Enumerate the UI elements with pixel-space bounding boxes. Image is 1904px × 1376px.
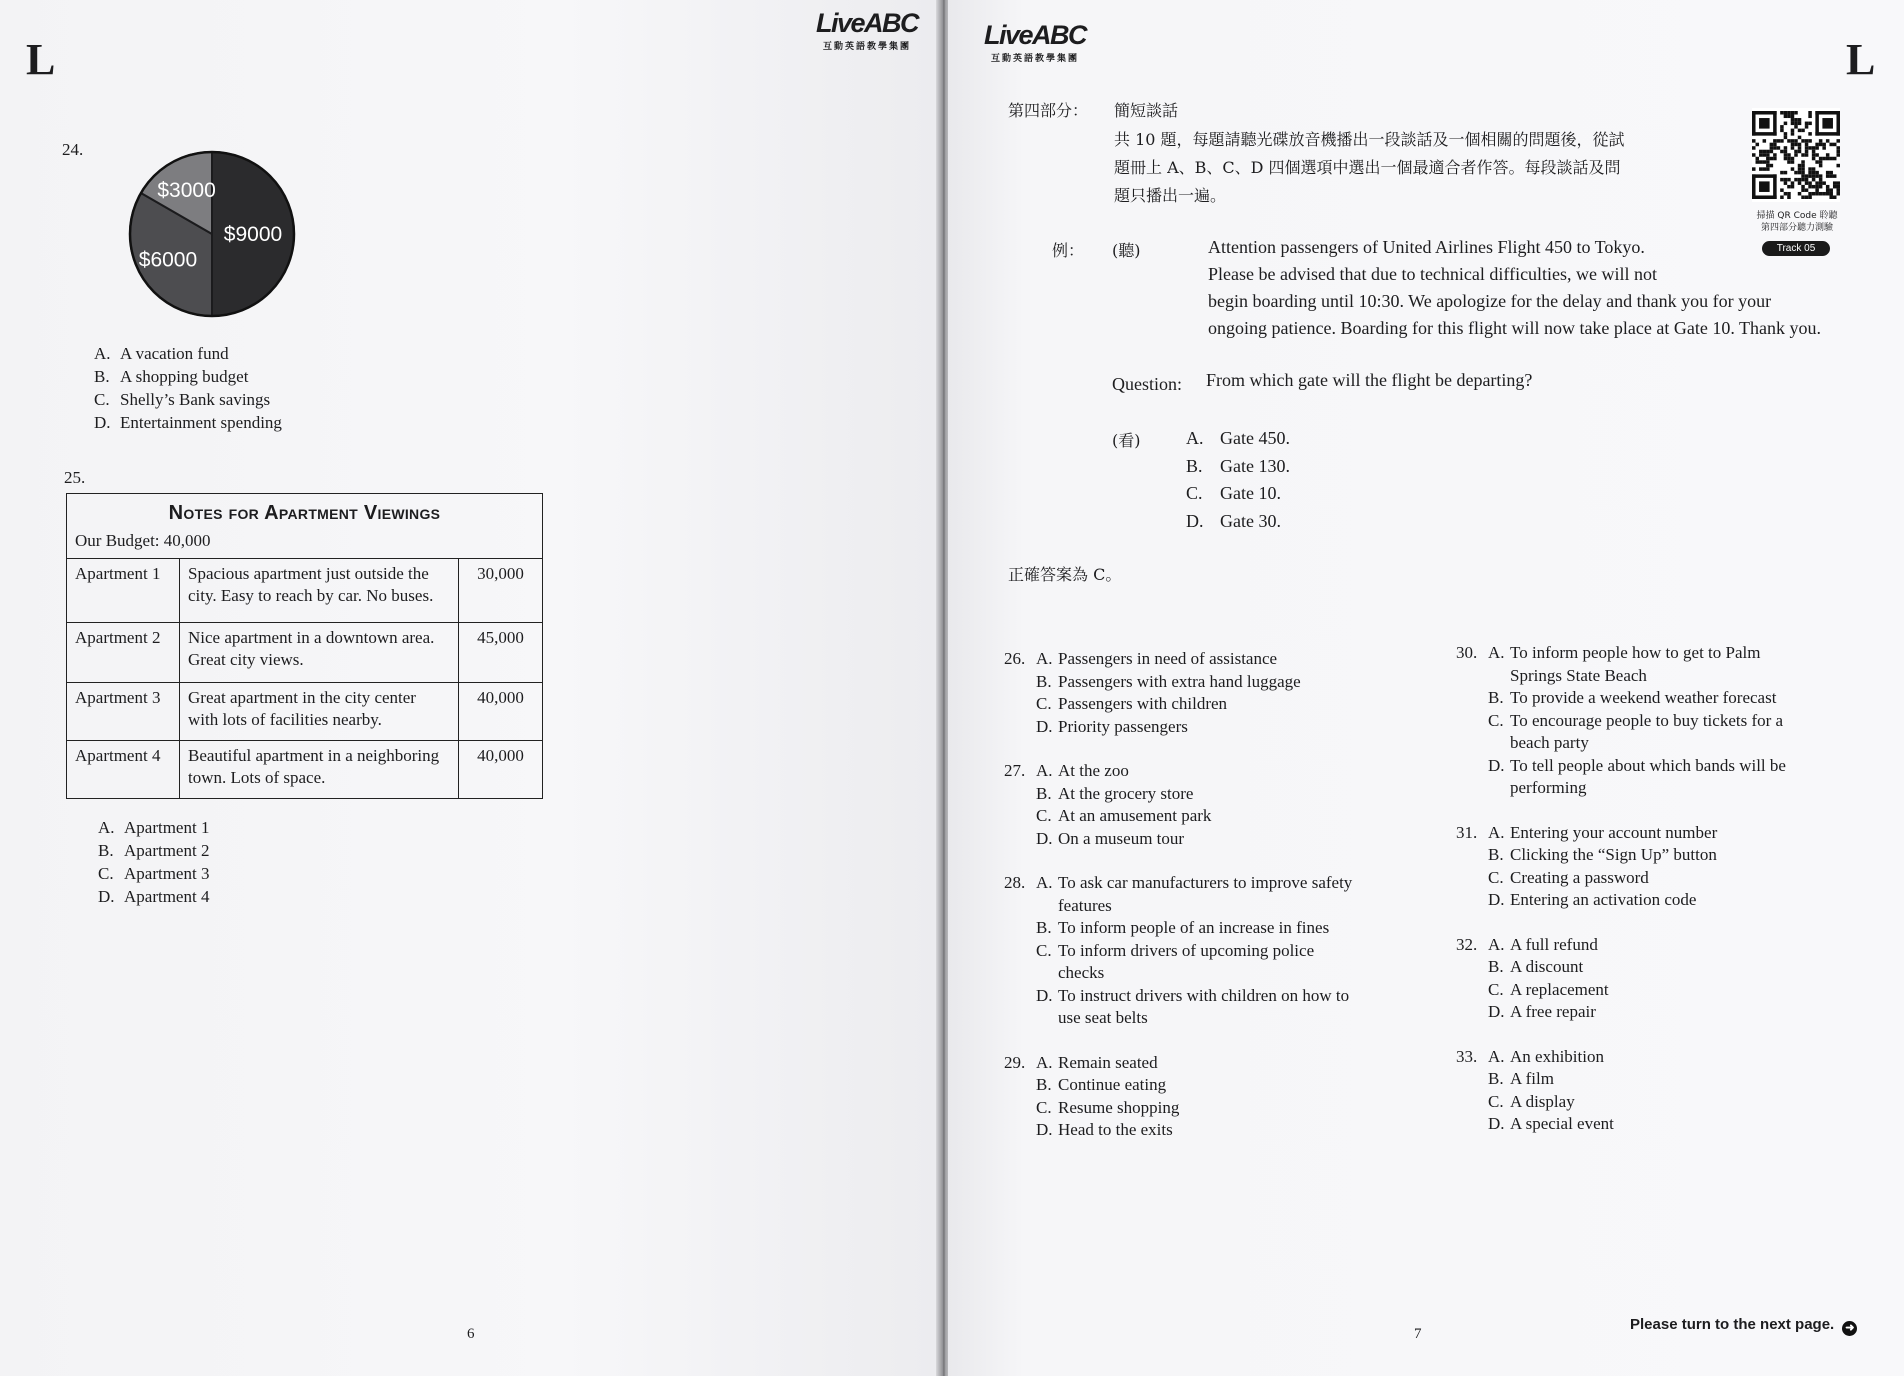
page-number: 7 (1414, 1326, 1422, 1342)
option[interactable]: A. Gate 450. (1186, 428, 1290, 448)
option-text: features (1058, 895, 1112, 915)
option[interactable] (1456, 1068, 1786, 1091)
section-title: 簡短談話 (1114, 101, 1179, 120)
option-text: To inform people how to get to Palm (1510, 643, 1761, 662)
option-text: Passengers in need of assistance (1058, 649, 1278, 668)
option-letter: B. (1036, 783, 1052, 803)
option[interactable] (1004, 805, 1352, 828)
table-row: Apartment 2 Nice apartment in a downtown area. Great city views. 45,000 (67, 623, 543, 683)
option-letter: A. (1036, 873, 1053, 892)
option[interactable] (1456, 889, 1786, 912)
option[interactable]: D. Entertainment spending (94, 413, 282, 432)
table-row: Apartment 4 Beautiful apartment in a neighboring town. Lots of space. 40,000 (67, 741, 543, 799)
example-label: 例： (1052, 241, 1085, 260)
option-text: Entering an activation code (1510, 890, 1697, 909)
option[interactable] (1456, 687, 1786, 710)
option[interactable] (1456, 1001, 1786, 1024)
left-page (0, 0, 940, 1376)
option[interactable] (1456, 732, 1786, 755)
option[interactable] (1004, 1007, 1352, 1030)
pie-slice-label: $9000 (223, 223, 283, 246)
table-row: Apartment 1 Spacious apartment just outside the city. Easy to reach by car. No buses. 30,000 (67, 559, 543, 623)
option[interactable] (1004, 917, 1352, 940)
question-number-25: 25. (64, 468, 86, 487)
option-text: beach party (1510, 733, 1589, 752)
option-letter: A. (1488, 822, 1505, 842)
option-text: Entering your account number (1510, 822, 1718, 842)
question-number: 32. (1456, 934, 1478, 954)
option[interactable]: D. Gate 30. (1186, 510, 1281, 531)
pie-chart (126, 142, 298, 326)
option[interactable] (1004, 1119, 1352, 1142)
section-instructions: 共 10 題，每題請聽光碟放音機播出一段談話及一個相關的問題後，從試 題冊上 A、B、C、D 四個選項中選出一個最適合者作答。每段談話及問 題只播出一遍。 (1114, 130, 1625, 205)
track-badge: Track 05 (1762, 241, 1830, 256)
option[interactable] (1456, 1091, 1786, 1114)
option-letter: D. (1488, 1114, 1505, 1133)
option-letter: B. (1488, 1069, 1504, 1088)
liveabc-logo: LiveABC 互動英語教學集團 (983, 20, 1087, 63)
option-letter: C. (1488, 979, 1504, 999)
option-text: To encourage people to buy tickets for a (1510, 710, 1784, 730)
question-number: 31. (1456, 822, 1478, 842)
option-letter: B. (1488, 845, 1504, 864)
option[interactable] (1456, 755, 1786, 778)
questions-30-33 (1456, 642, 1786, 1158)
option[interactable] (1456, 777, 1786, 800)
question-number: 30. (1456, 643, 1478, 662)
q25-options (98, 816, 209, 908)
pie-slice-label: $6000 (138, 248, 198, 272)
questions-26-29 (1004, 648, 1352, 1164)
option-text: Springs State Beach (1510, 665, 1647, 685)
question-number: 26. (1004, 649, 1026, 668)
option[interactable] (1456, 665, 1786, 688)
option[interactable] (1456, 1113, 1786, 1136)
option-letter: D. (1036, 716, 1053, 736)
option-letter: B. (1036, 918, 1052, 937)
question-block (1004, 760, 1352, 850)
arrow-circle-right-icon: ➜ (1842, 1321, 1857, 1336)
option-letter: C. (1036, 940, 1052, 960)
option[interactable] (1456, 934, 1786, 957)
level-mark: L (26, 35, 56, 84)
option[interactable] (1456, 822, 1786, 845)
q24-options (94, 342, 282, 434)
option[interactable] (1004, 1097, 1352, 1120)
option-text: At an amusement park (1058, 806, 1212, 825)
option-letter: D. (1488, 1002, 1505, 1021)
question-number: 33. (1456, 1046, 1478, 1066)
option-letter: D. (1036, 1120, 1053, 1139)
option-text: performing (1510, 778, 1587, 797)
option[interactable] (1004, 783, 1352, 806)
option-text: At the grocery store (1058, 783, 1194, 803)
option-letter: C. (1488, 867, 1504, 887)
pie-slice-label: $3000 (157, 178, 216, 202)
question-block (1004, 1052, 1352, 1142)
option-text: A film (1510, 1069, 1554, 1088)
option[interactable] (1004, 872, 1352, 895)
option[interactable] (1004, 693, 1352, 716)
option[interactable] (1456, 642, 1786, 665)
option-text: A free repair (1510, 1002, 1596, 1021)
option-text: A replacement (1510, 979, 1609, 999)
question-number: 27. (1004, 761, 1026, 780)
option[interactable] (1004, 716, 1352, 739)
option[interactable] (1004, 648, 1352, 671)
liveabc-logo: LiveABC 互動英語教學集團 (815, 8, 919, 51)
option-text: A discount (1510, 957, 1584, 976)
option-letter: C. (1036, 1097, 1052, 1117)
table-title: Notes for Apartment Viewings (168, 502, 441, 524)
option-letter: A. (1488, 934, 1505, 954)
option[interactable] (1004, 1074, 1352, 1097)
question-number: 29. (1004, 1052, 1026, 1072)
option[interactable]: C. Gate 10. (1186, 483, 1281, 503)
option-letter: C. (1488, 710, 1504, 730)
option-text: An exhibition (1510, 1046, 1604, 1066)
option-text: At the zoo (1058, 761, 1129, 780)
option-text: A special event (1510, 1114, 1614, 1133)
question-block (1456, 934, 1786, 1024)
option-letter: A. (1036, 1052, 1053, 1072)
option[interactable] (1456, 844, 1786, 867)
question-block (1456, 1046, 1786, 1136)
question-block (1456, 822, 1786, 912)
option-text: To provide a weekend weather forecast (1510, 688, 1777, 707)
option[interactable] (1004, 895, 1352, 918)
option-text: Passengers with children (1058, 694, 1228, 713)
option[interactable]: C. Shelly’s Bank savings (94, 390, 271, 409)
question-block (1004, 872, 1352, 1030)
option-text: Passengers with extra hand luggage (1058, 671, 1301, 691)
option[interactable]: A. A vacation fund (94, 344, 229, 363)
answer-note: 正確答案為 C。 (1008, 565, 1122, 584)
table-row: Apartment 3 Great apartment in the city center with lots of facilities nearby. 40,000 (67, 683, 543, 741)
option-letter: A. (1036, 761, 1053, 780)
level-mark: L (1846, 35, 1876, 84)
question-block (1456, 642, 1786, 800)
option-letter: D. (1488, 890, 1505, 909)
option[interactable] (1456, 979, 1786, 1002)
question-number: 28. (1004, 873, 1026, 892)
option-text: Resume shopping (1058, 1097, 1180, 1117)
option[interactable] (1004, 760, 1352, 783)
option-letter: B. (1488, 957, 1504, 976)
option-text: Priority passengers (1058, 716, 1188, 736)
option[interactable] (1004, 828, 1352, 851)
option-text: On a museum tour (1058, 828, 1185, 848)
option[interactable]: C. Apartment 3 (98, 864, 210, 883)
option-letter: D. (1488, 755, 1505, 775)
option[interactable]: B. Apartment 2 (98, 841, 210, 860)
option-text: Creating a password (1510, 867, 1649, 887)
example-question: From which gate will the flight be departing? (1206, 370, 1533, 390)
option-text: To instruct drivers with children on how to (1058, 985, 1350, 1005)
option-text: Clicking the “Sign Up” button (1510, 845, 1717, 864)
option-text: checks (1058, 963, 1105, 982)
example-passage: Attention passengers of United Airlines Flight 450 to Tokyo. Please be advised that due to technical difficulties, we will not begin boarding until 10:30. We apologize for the delay and thank you for your ongoing patience. Boarding for this flight will now take place at Gate 10. Thank you. (1208, 237, 1822, 338)
option-letter: B. (1036, 1075, 1052, 1094)
option[interactable] (1456, 956, 1786, 979)
question-block (1004, 648, 1352, 738)
option[interactable] (1456, 1046, 1786, 1069)
option[interactable]: A. Apartment 1 (98, 818, 210, 837)
apartment-table (66, 493, 543, 799)
option-text: A display (1510, 1091, 1575, 1111)
option-letter: A. (1488, 1046, 1505, 1066)
option-text: A full refund (1510, 934, 1598, 954)
option[interactable]: B. Gate 130. (1186, 455, 1290, 476)
option-letter: A. (1036, 649, 1053, 668)
option[interactable] (1004, 962, 1352, 985)
option[interactable] (1456, 867, 1786, 890)
option-letter: C. (1488, 1091, 1504, 1111)
option-text: To ask car manufacturers to improve safety (1058, 873, 1353, 892)
table-budget: Our Budget: 40,000 (75, 531, 211, 550)
option-text: use seat belts (1058, 1008, 1148, 1027)
option-text: Continue eating (1058, 1075, 1167, 1094)
qr-caption: 掃描 QR Code 聆聽 第四部分聽力測驗 (1756, 211, 1838, 233)
option-letter: C. (1036, 806, 1052, 825)
option-letter: D. (1036, 985, 1053, 1005)
listen-tag: (聽) (1112, 241, 1141, 260)
option[interactable] (1456, 710, 1786, 733)
look-tag: (看) (1112, 431, 1141, 450)
option-letter: B. (1036, 671, 1052, 691)
table-header (67, 494, 543, 559)
option-text: To tell people about which bands will be (1510, 755, 1786, 775)
option-text: To inform people of an increase in fines (1058, 918, 1330, 937)
next-page-note: Please turn to the next page. ➜ (1630, 1316, 1857, 1336)
option-letter: C. (1036, 694, 1052, 713)
option-letter: B. (1488, 688, 1504, 707)
option-letter: A. (1488, 643, 1505, 662)
option[interactable]: B. A shopping budget (94, 367, 249, 386)
option[interactable] (1004, 985, 1352, 1008)
question-number-24: 24. (62, 140, 84, 159)
question-label: Question: (1112, 374, 1182, 394)
option-letter: D. (1036, 828, 1053, 848)
option[interactable] (1004, 1052, 1352, 1075)
option-text: To inform drivers of upcoming police (1058, 940, 1315, 960)
option-text: Head to the exits (1058, 1120, 1173, 1139)
section-label: 第四部分： (1008, 101, 1089, 120)
option[interactable] (1004, 671, 1352, 694)
option-text: Remain seated (1058, 1052, 1158, 1072)
example-options (1186, 425, 1290, 535)
page-number: 6 (467, 1326, 475, 1342)
qr-code (1752, 108, 1840, 202)
option[interactable] (1004, 940, 1352, 963)
option[interactable]: D. Apartment 4 (98, 887, 210, 906)
